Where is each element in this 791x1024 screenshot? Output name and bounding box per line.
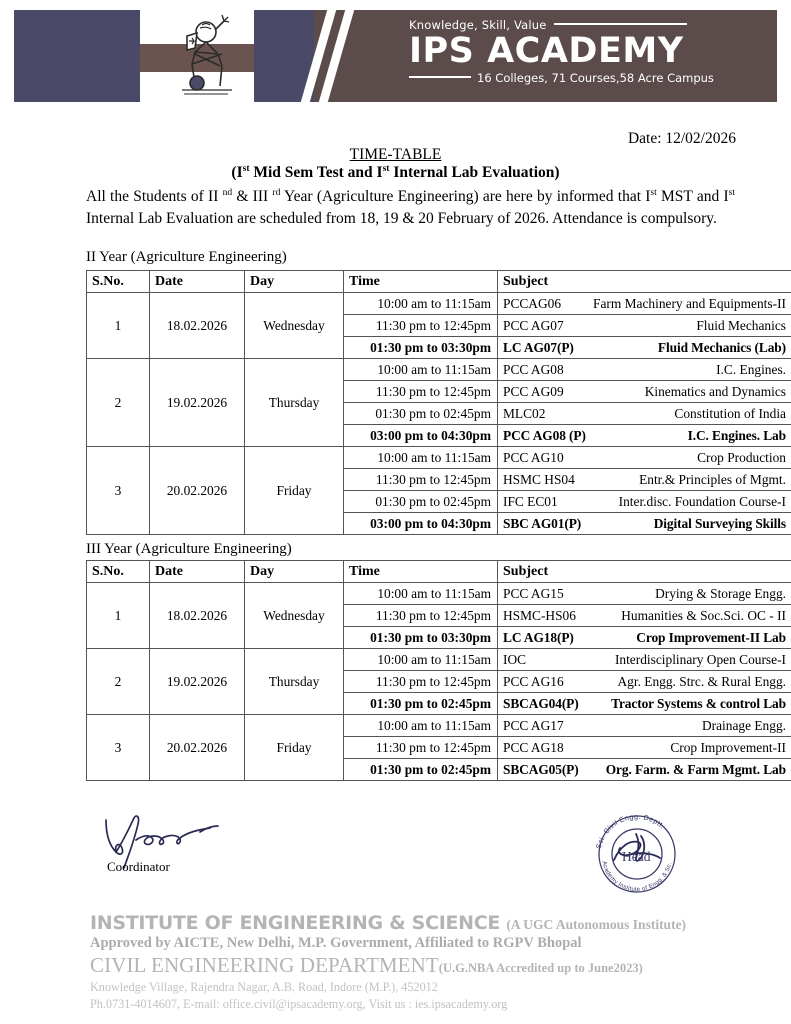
table-row (87, 715, 791, 737)
subject-name: Fluid Mechanics (696, 318, 786, 333)
para-sup-3: st (650, 187, 657, 198)
subject-name: I.C. Engines. (716, 362, 786, 377)
timetable-year-2 (86, 270, 791, 535)
cell-subject (498, 447, 791, 469)
col-header-day: Day (245, 561, 344, 583)
subject-code: PCC AG15 (503, 586, 564, 601)
subject-name: Agr. Engg. Strc. & Rural Engg. (617, 674, 786, 689)
cell-day: Wednesday (245, 293, 344, 359)
cell-date: 20.02.2026 (150, 715, 245, 781)
col-header-subject: Subject (498, 271, 791, 293)
subject-name: I.C. Engines. Lab (687, 428, 786, 443)
subject-name: Interdisciplinary Open Course-I (614, 652, 786, 667)
subtitle-sup-1: st (242, 163, 250, 174)
cell-subject (498, 671, 791, 693)
cell-sno: 2 (87, 359, 150, 447)
table-row (87, 293, 791, 315)
subject-name: Fluid Mechanics (Lab) (657, 340, 786, 355)
para-sup-4: st (728, 187, 735, 198)
subject-name: Crop Improvement-II Lab (636, 630, 786, 645)
cell-time: 10:00 am to 11:15am (344, 649, 498, 671)
table-row (87, 359, 791, 381)
subject-code: SBC AG01(P) (503, 516, 582, 531)
cell-time: 11:30 pm to 12:45pm (344, 469, 498, 491)
cell-subject (498, 381, 791, 403)
coordinator-label: Coordinator (107, 859, 170, 874)
cell-time: 01:30 pm to 02:45pm (344, 491, 498, 513)
timetable-year-3-body (87, 583, 791, 781)
subject-code: PCCAG06 (503, 296, 562, 311)
cell-day: Thursday (245, 359, 344, 447)
footer-address: Knowledge Village, Rajendra Nagar, A.B. Road, Indore (M.P.), 452012 (90, 980, 438, 994)
footer-approval-line: Approved by AICTE, New Delhi, M.P. Government, Affiliated to RGPV Bhopal (90, 935, 582, 951)
subject-code: PCC AG08 (503, 362, 564, 377)
cell-subject (498, 759, 791, 781)
subject-code: PCC AG18 (503, 740, 564, 755)
subject-code: HSMC HS04 (503, 472, 575, 487)
para-sup-1: nd (222, 187, 233, 198)
cell-sno: 3 (87, 447, 150, 535)
subject-name: Drainage Engg. (701, 718, 786, 733)
cell-subject (498, 337, 791, 359)
cell-subject (498, 649, 791, 671)
banner-academy-name: IPS ACADEMY (409, 31, 684, 71)
page-footer (90, 912, 750, 1012)
cell-date: 18.02.2026 (150, 293, 245, 359)
cell-time: 03:00 pm to 04:30pm (344, 513, 498, 535)
subject-name: Humanities & Soc.Sci. OC - II (621, 608, 786, 623)
col-header-date: Date (150, 271, 245, 293)
cell-time: 01:30 pm to 03:30pm (344, 337, 498, 359)
cell-day: Thursday (245, 649, 344, 715)
subject-name: Farm Machinery and Equipments-II (593, 296, 786, 311)
banner-tagline-top: Knowledge, Skill, Value (409, 18, 749, 32)
table-row (87, 583, 791, 605)
footer-department-line (90, 953, 750, 978)
footer-institute-note: (A UGC Autonomous Institute) (506, 917, 687, 932)
subject-code: MLC02 (503, 406, 546, 421)
table-header-row (87, 561, 791, 583)
cell-time: 11:30 pm to 12:45pm (344, 671, 498, 693)
svg-text:Sci. Civil Engg. Deptt. (594, 812, 667, 850)
subtitle-sup-2: st (382, 163, 390, 174)
para-part-4: MST and I (656, 188, 729, 205)
col-header-subject: Subject (498, 561, 791, 583)
stamp-bottom-text: Academy Institute of Engg. & Sc. (600, 860, 674, 894)
cell-time: 01:30 pm to 02:45pm (344, 403, 498, 425)
col-header-time: Time (344, 271, 498, 293)
cell-subject (498, 315, 791, 337)
subject-code: PCC AG07 (503, 318, 564, 333)
banner-navy-square (14, 10, 140, 102)
col-header-date: Date (150, 561, 245, 583)
subject-code: PCC AG08 (P) (503, 428, 586, 443)
head-label: Head (622, 849, 651, 864)
page-title-text: TIME-TABLE (349, 146, 442, 163)
cell-subject (498, 293, 791, 315)
footer-contact: Ph.0731-4014607, E-mail: office.civil@ipsacademy.org, Visit us : ies.ipsacademy.org (90, 997, 508, 1011)
cell-subject (498, 469, 791, 491)
table-header-row (87, 271, 791, 293)
cell-sno: 3 (87, 715, 150, 781)
subject-name: Crop Production (697, 450, 786, 465)
cell-time: 11:30 pm to 12:45pm (344, 381, 498, 403)
cell-date: 20.02.2026 (150, 447, 245, 535)
cell-time: 11:30 pm to 12:45pm (344, 605, 498, 627)
ips-stick-figure-logo-icon (162, 14, 248, 100)
col-header-day: Day (245, 271, 344, 293)
cell-time: 10:00 am to 11:15am (344, 293, 498, 315)
footer-institute-line (90, 912, 750, 934)
cell-day: Friday (245, 447, 344, 535)
footer-department-name: CIVIL ENGINEERING DEPARTMENT (90, 953, 439, 977)
cell-sno: 1 (87, 293, 150, 359)
col-header-sno: S.No. (87, 271, 150, 293)
stamp-top-text: Sci. Civil Engg. Deptt. (593, 811, 667, 850)
subject-code: PCC AG16 (503, 674, 564, 689)
cell-subject (498, 693, 791, 715)
table-row (87, 649, 791, 671)
cell-time: 03:00 pm to 04:30pm (344, 425, 498, 447)
banner-tagline-bottom: 16 Colleges, 71 Courses,58 Acre Campus (409, 71, 749, 85)
page-title (0, 146, 791, 164)
subject-name: Drying & Storage Engg. (655, 586, 786, 601)
subject-name: Crop Improvement-II (670, 740, 786, 755)
cell-date: 19.02.2026 (150, 359, 245, 447)
section-label-year-3: III Year (Agriculture Engineering) (86, 541, 292, 557)
para-sup-2: rd (272, 187, 281, 198)
subject-name: Inter.disc. Foundation Course-I (618, 494, 786, 509)
cell-subject (498, 359, 791, 381)
subject-code: LC AG07(P) (503, 340, 574, 355)
subtitle-close: Internal Lab Evaluation) (389, 164, 560, 181)
subject-code: HSMC-HS06 (503, 608, 576, 623)
cell-time: 01:30 pm to 02:45pm (344, 693, 498, 715)
cell-sno: 2 (87, 649, 150, 715)
cell-date: 18.02.2026 (150, 583, 245, 649)
timetable-year-2-body (87, 293, 791, 535)
cell-sno: 1 (87, 583, 150, 649)
subject-code: PCC AG17 (503, 718, 564, 733)
cell-subject (498, 737, 791, 759)
timetable-year-3 (86, 560, 791, 781)
cell-date: 19.02.2026 (150, 649, 245, 715)
footer-department-note: (U.G.NBA Accredited up to June2023) (438, 961, 643, 975)
svg-text:Academy Institute of Engg. & S (600, 861, 673, 893)
banner-text-block (409, 18, 749, 85)
cell-time: 10:00 am to 11:15am (344, 715, 498, 737)
footer-institute-name: INSTITUTE OF ENGINEERING & SCIENCE (90, 912, 501, 934)
subject-code: LC AG18(P) (503, 630, 574, 645)
subject-code: SBCAG04(P) (503, 696, 579, 711)
subject-name: Kinematics and Dynamics (644, 384, 786, 399)
cell-time: 11:30 pm to 12:45pm (344, 315, 498, 337)
section-label-year-2: II Year (Agriculture Engineering) (86, 249, 287, 265)
para-part-5: Internal Lab Evaluation are scheduled from 18, 19 & 20 February of 2026. Attendance is compulsory. (86, 210, 717, 227)
subject-code: IFC EC01 (503, 494, 558, 509)
subject-code: SBCAG05(P) (503, 762, 579, 777)
cell-subject (498, 715, 791, 737)
subject-name: Constitution of India (674, 406, 786, 421)
para-part-1: All the Students of II (86, 188, 223, 205)
cell-time: 01:30 pm to 03:30pm (344, 627, 498, 649)
subject-name: Org. Farm. & Farm Mgmt. Lab (605, 762, 786, 777)
subtitle-mid: Mid Sem Test and I (249, 164, 383, 181)
banner-rule-top (554, 23, 687, 25)
cell-subject (498, 627, 791, 649)
subject-name: Digital Surveying Skills (653, 516, 786, 531)
subject-name: Tractor Systems & control Lab (611, 696, 786, 711)
document-date: Date: 12/02/2026 (627, 130, 736, 147)
notice-paragraph (86, 186, 735, 230)
cell-subject (498, 583, 791, 605)
cell-subject (498, 513, 791, 535)
cell-subject (498, 605, 791, 627)
table-row (87, 447, 791, 469)
header-banner (14, 8, 777, 104)
cell-time: 01:30 pm to 02:45pm (344, 759, 498, 781)
cell-time: 11:30 pm to 12:45pm (344, 737, 498, 759)
subtitle-open: (I (231, 164, 243, 181)
subject-code: PCC AG09 (503, 384, 564, 399)
cell-time: 10:00 am to 11:15am (344, 583, 498, 605)
col-header-time: Time (344, 561, 498, 583)
cell-subject (498, 403, 791, 425)
cell-subject (498, 491, 791, 513)
page-subtitle (0, 164, 791, 182)
cell-time: 10:00 am to 11:15am (344, 447, 498, 469)
cell-subject (498, 425, 791, 447)
cell-day: Friday (245, 715, 344, 781)
para-part-3: Year (Agriculture Engineering) are here by informed that I (280, 188, 651, 205)
col-header-sno: S.No. (87, 561, 150, 583)
banner-rule-bottom (409, 76, 471, 78)
subject-code: PCC AG10 (503, 450, 564, 465)
subject-code: IOC (503, 652, 527, 667)
para-part-2: & III (232, 188, 273, 205)
subject-name: Entr.& Principles of Mgmt. (639, 472, 786, 487)
cell-day: Wednesday (245, 583, 344, 649)
cell-time: 10:00 am to 11:15am (344, 359, 498, 381)
